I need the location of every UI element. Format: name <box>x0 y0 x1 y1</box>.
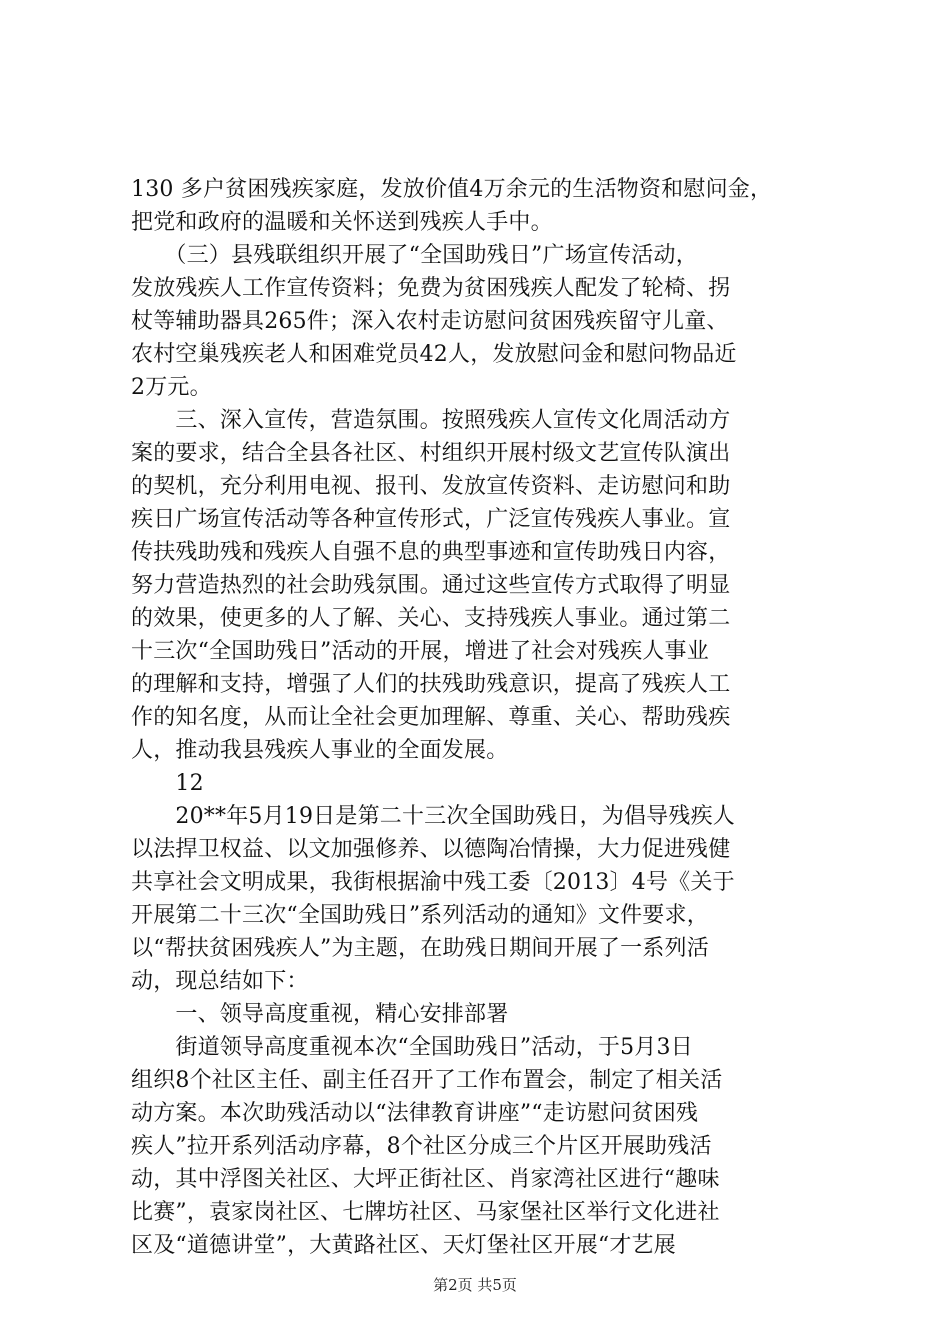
text-line: 十三次“全国助残日”活动的开展，增进了社会对残疾人事业 <box>131 639 709 664</box>
text-line: 杖等辅助器具265件；深入农村走访慰问贫困残疾留守儿童、 <box>131 309 729 334</box>
text-line: 12 <box>131 771 204 796</box>
text-line: 区及“道德讲堂”，大黄路社区、天灯堡社区开展“才艺展 <box>131 1233 676 1258</box>
text-line: 动方案。本次助残活动以“法律教育讲座”“走访慰问贫困残 <box>131 1101 699 1126</box>
text-line: 2万元。 <box>131 375 212 400</box>
text-line: 动，其中浮图关社区、大坪正街社区、肖家湾社区进行“趣味 <box>131 1167 720 1192</box>
text-line: 比赛”，袁家岗社区、七牌坊社区、马家堡社区举行文化进社 <box>131 1200 720 1225</box>
text-line: 传扶残助残和残疾人自强不息的典型事迹和宣传助残日内容， <box>131 540 731 565</box>
text-line: 人，推动我县残疾人事业的全面发展。 <box>131 738 509 763</box>
text-line: 20**年5月19日是第二十三次全国助残日，为倡导残疾人 <box>131 804 735 829</box>
text-line: 作的知名度，从而让全社会更加理解、尊重、关心、帮助残疾 <box>131 705 731 730</box>
text-line: 动，现总结如下： <box>131 969 309 994</box>
text-line: 一、领导高度重视，精心安排部署 <box>131 1002 509 1027</box>
document-body <box>131 173 831 1262</box>
text-line: 疾人”拉开系列活动序幕，8个社区分成三个片区开展助残活 <box>131 1134 712 1159</box>
text-line: 的理解和支持，增强了人们的扶残助残意识，提高了残疾人工 <box>131 672 731 697</box>
text-line: 把党和政府的温暖和关怀送到残疾人手中。 <box>131 210 553 235</box>
page-number-footer: 第2页 共5页 <box>433 1276 517 1294</box>
text-line: 以“帮扶贫困残疾人”为主题，在助残日期间开展了一系列活 <box>131 936 709 961</box>
text-line: （三）县残联组织开展了“全国助残日”广场宣传活动， <box>131 243 698 268</box>
text-line: 共享社会文明成果，我街根据渝中残工委〔2013〕4号《关于 <box>131 870 735 895</box>
text-line: 努力营造热烈的社会助残氛围。通过这些宣传方式取得了明显 <box>131 573 731 598</box>
text-line: 街道领导高度重视本次“全国助残日”活动，于5月3日 <box>131 1035 693 1060</box>
text-line: 疾日广场宣传活动等各种宣传形式，广泛宣传残疾人事业。宣 <box>131 507 731 532</box>
text-line: 的契机，充分利用电视、报刊、发放宣传资料、走访慰问和助 <box>131 474 731 499</box>
text-line: 以法捍卫权益、以文加强修养、以德陶冶情操，大力促进残健 <box>131 837 731 862</box>
text-line: 130 多户贫困残疾家庭，发放价值4万余元的生活物资和慰问金， <box>131 177 773 202</box>
text-line: 三、深入宣传，营造氛围。按照残疾人宣传文化周活动方 <box>131 408 731 433</box>
text-line: 组织8个社区主任、副主任召开了工作布置会，制定了相关活 <box>131 1068 723 1093</box>
text-line: 开展第二十三次“全国助残日”系列活动的通知》文件要求， <box>131 903 709 928</box>
text-line: 发放残疾人工作宣传资料；免费为贫困残疾人配发了轮椅、拐 <box>131 276 731 301</box>
text-line: 案的要求，结合全县各社区、村组织开展村级文艺宣传队演出 <box>131 441 731 466</box>
text-line: 的效果，使更多的人了解、关心、支持残疾人事业。通过第二 <box>131 606 731 631</box>
text-line: 农村空巢残疾老人和困难党员42人，发放慰问金和慰问物品近 <box>131 342 737 367</box>
